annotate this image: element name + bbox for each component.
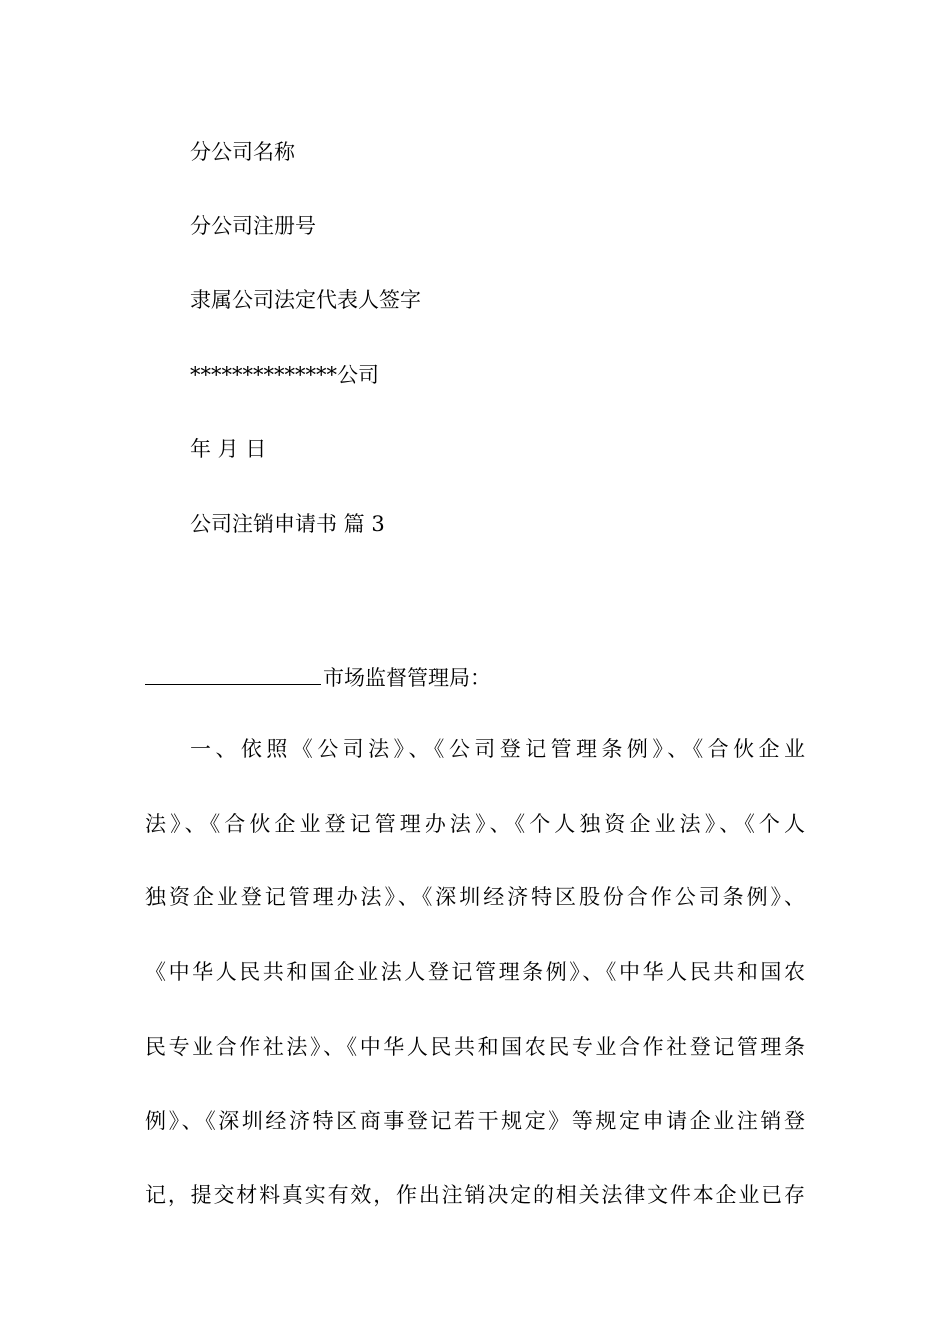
paragraph-line: 一、依照《公司法》、《公司登记管理条例》、《合伙企业: [190, 737, 805, 761]
addressee-text: 市场监督管理局：: [323, 666, 491, 690]
addressee-line: [145, 662, 491, 693]
date-line: 年 月 日: [190, 437, 267, 461]
paragraph-line: 独资企业登记管理办法》、《深圳经济特区股份合作公司条例》、: [145, 885, 805, 909]
parent-legal-representative-signature-label: 隶属公司法定代表人签字: [190, 288, 421, 312]
addressee-blank: [145, 662, 321, 685]
section-title: 公司注销申请书 篇 3: [190, 512, 385, 536]
paragraph-line: 例》、《深圳经济特区商事登记若干规定》等规定申请企业注销登: [145, 1109, 805, 1133]
paragraph-line: 《中华人民共和国企业法人登记管理条例》、《中华人民共和国农: [145, 960, 805, 984]
branch-registration-number-label: 分公司注册号: [190, 214, 316, 238]
paragraph-line: 民专业合作社法》、《中华人民共和国农民专业合作社登记管理条: [145, 1035, 805, 1059]
branch-name-label: 分公司名称: [190, 140, 295, 164]
company-name-line: **************公司: [190, 363, 379, 387]
paragraph-line: 记，提交材料真实有效，作出注销决定的相关法律文件本企业已存: [145, 1183, 805, 1207]
paragraph-line: 法》、《合伙企业登记管理办法》、《个人独资企业法》、《个人: [145, 812, 805, 836]
